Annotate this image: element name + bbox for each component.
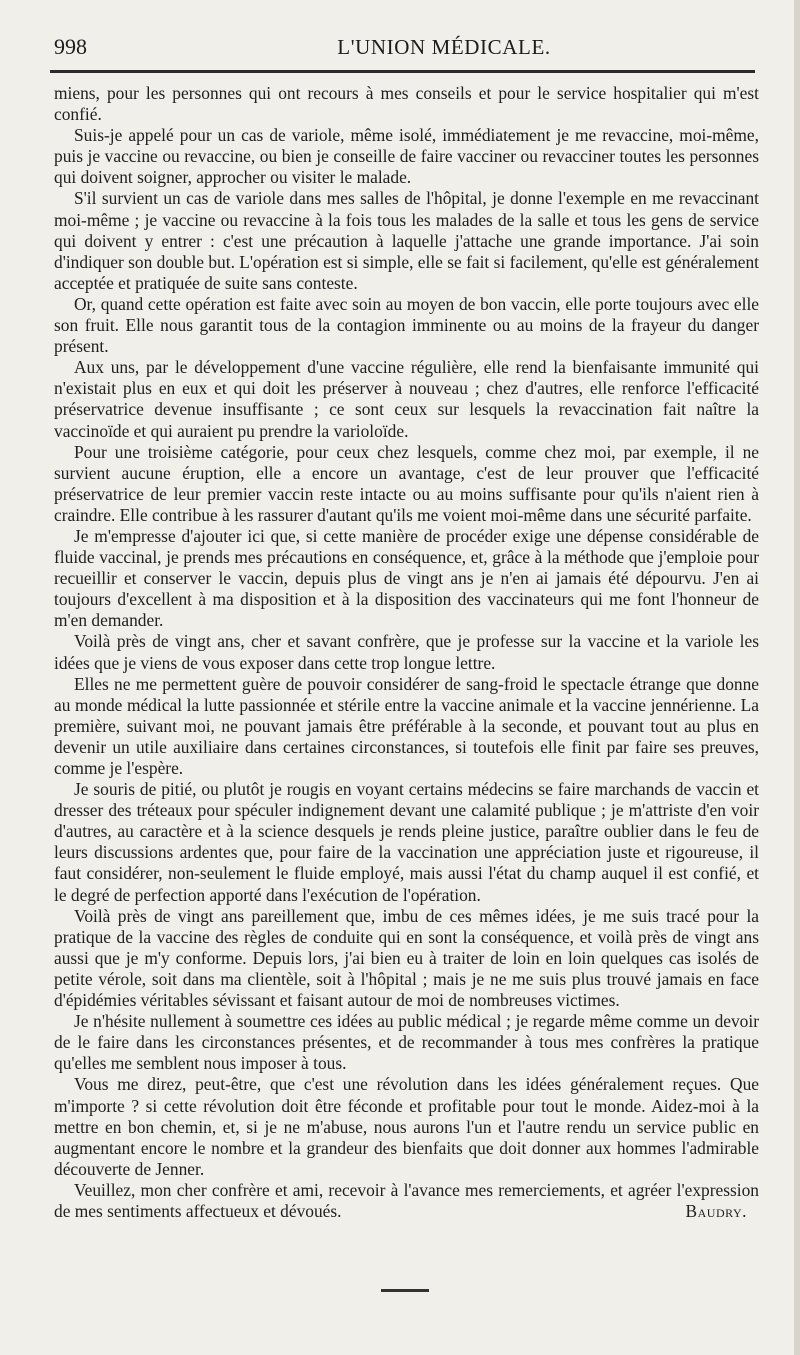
closing-paragraph <box>54 1180 759 1222</box>
paragraph: Aux uns, par le développement d'une vaccine régulière, elle rend la bienfaisante immunité qui n'existait plus en eux et qui doit les préserver à nouveau ; chez d'autres, elle renforce l'efficacité préservatrice devenue insuffisante ; ce sont ceux sur lesquels la revaccination fait naître la vaccinoïde et qui auraient pu prendre la varioloïde. <box>54 357 759 441</box>
paragraph: S'il survient un cas de variole dans mes salles de l'hôpital, je donne l'exemple en me revaccinant moi-même ; je vaccine ou revaccine à la fois tous les malades de la salle et tous les gens de service qui doivent y entrer : c'est une précaution à laquelle j'attache une grande importance. J'ai soin d'indiquer son double but. L'opération est si simple, elle se fait si facilement, qu'elle est généralement acceptée et pratiquée de suite sans conteste. <box>54 188 759 293</box>
article-body <box>54 83 759 1222</box>
journal-title: L'UNION MÉDICALE. <box>337 35 551 59</box>
paragraph: Je souris de pitié, ou plutôt je rougis en voyant certains médecins se faire marchands de vaccin et dresser des tréteaux pour spéculer indignement devant une calamité publique ; je m'attriste d'en voir d'autres, au caractère et à la science desquels je rends pleine justice, paraître oublier dans le feu de leurs discussions ardentes que, pour faire de la vaccination une appréciation juste et rigoureuse, il faut considérer, non-seulement le fluide employé, mais aussi l'état du champ auquel il est confié, et le degré de perfection apporté dans l'exécution de l'opération. <box>54 779 759 905</box>
paragraph: Pour une troisième catégorie, pour ceux chez lesquels, comme chez moi, par exemple, il ne survient aucune éruption, elle a encore un avantage, c'est de leur prouver que l'efficacité préservatrice de leur premier vaccin reste intacte ou au moins suffisante pour qu'ils n'aient rien à craindre. Elle contribue à les rassurer d'autant qu'ils me voient moi-même dans une sécurité parfaite. <box>54 441 759 525</box>
paragraph: Suis-je appelé pour un cas de variole, même isolé, immédiatement je me revaccine, moi-même, puis je vaccine ou revaccine, ou bien je conseille de faire vacciner ou revacciner toutes les personnes qui doivent soigner, approcher ou visiter le malade. <box>54 125 759 188</box>
paragraph: Elles ne me permettent guère de pouvoir considérer de sang-froid le spectacle étrange que donne au monde médical la lutte passionnée et stérile entre la vaccine animale et la vaccine jennérienne. La première, suivant moi, ne pouvant jamais être préférable à la seconde, et pouvant tout au plus en devenir un utile auxiliaire dans certaines circonstances, si toutefois elle finit par faire ses preuves, comme je l'espère. <box>54 673 759 778</box>
author-signature: Baudry. <box>685 1200 747 1221</box>
paragraph: Je n'hésite nullement à soumettre ces idées au public médical ; je regarde même comme un devoir de le faire dans les circonstances présentes, et de recommander à tous mes confrères la pratique qu'elles me semblent nous imposer à tous. <box>54 1011 759 1074</box>
header-rule <box>50 70 755 73</box>
paragraph: Vous me direz, peut-être, que c'est une révolution dans les idées généralement reçues. Que m'importe ? si cette révolution doit être féconde et profitable pour tout le monde. Aidez-moi à la mettre en bon chemin, et, si je ne m'abuse, nous aurons l'un et l'autre rendu un service public en augmentant encore le nombre et la grandeur des bienfaits que doit donner aux hommes l'admirable découverte de Jenner. <box>54 1074 759 1179</box>
paragraph: Voilà près de vingt ans pareillement que, imbu de ces mêmes idées, je me suis tracé pour la pratique de la vaccine des règles de conduite qui en sont la conséquence, et voilà près de vingt ans aussi que je m'y conforme. Depuis lors, j'ai bien eu à traiter de loin en loin quelques cas isolés de petite vérole, soit dans ma clientèle, soit à l'hôpital ; mais je ne me suis plus trouvé jamais en face d'épidémies véritables sévissant et faisant autour de moi de nombreuses victimes. <box>54 905 759 1011</box>
end-rule <box>381 1289 429 1292</box>
page-number: 998 <box>54 34 87 59</box>
paragraph: miens, pour les personnes qui ont recours à mes conseils et pour le service hospitalier qui m'est confié. <box>54 83 759 125</box>
paragraph: Je m'empresse d'ajouter ici que, si cette manière de procéder exige une dépense considérable de fluide vaccinal, je prends mes précautions en conséquence, et, grâce à la méthode que j'emploie pour recueillir et conserver le vaccin, depuis plus de vingt ans je n'en ai jamais été dépourvu. J'en ai toujours d'excellent à ma disposition et à la disposition des vaccinateurs qui me font l'honneur de m'en demander. <box>54 525 759 631</box>
closing-text: Veuillez, mon cher confrère et ami, recevoir à l'avance mes remerciements, et agréer l'expression de mes sentiments affectueux et dévoués. <box>54 1179 759 1221</box>
paragraph: Voilà près de vingt ans, cher et savant confrère, que je professe sur la vaccine et la variole les idées que je viens de vous exposer dans cette trop longue lettre. <box>54 631 759 673</box>
paragraph: Or, quand cette opération est faite avec soin au moyen de bon vaccin, elle porte toujours avec elle son fruit. Elle nous garantit tous de la contagion imminente ou au moins de la frayeur du danger présent. <box>54 293 759 357</box>
page-edge <box>794 0 800 1355</box>
running-header <box>54 34 762 60</box>
